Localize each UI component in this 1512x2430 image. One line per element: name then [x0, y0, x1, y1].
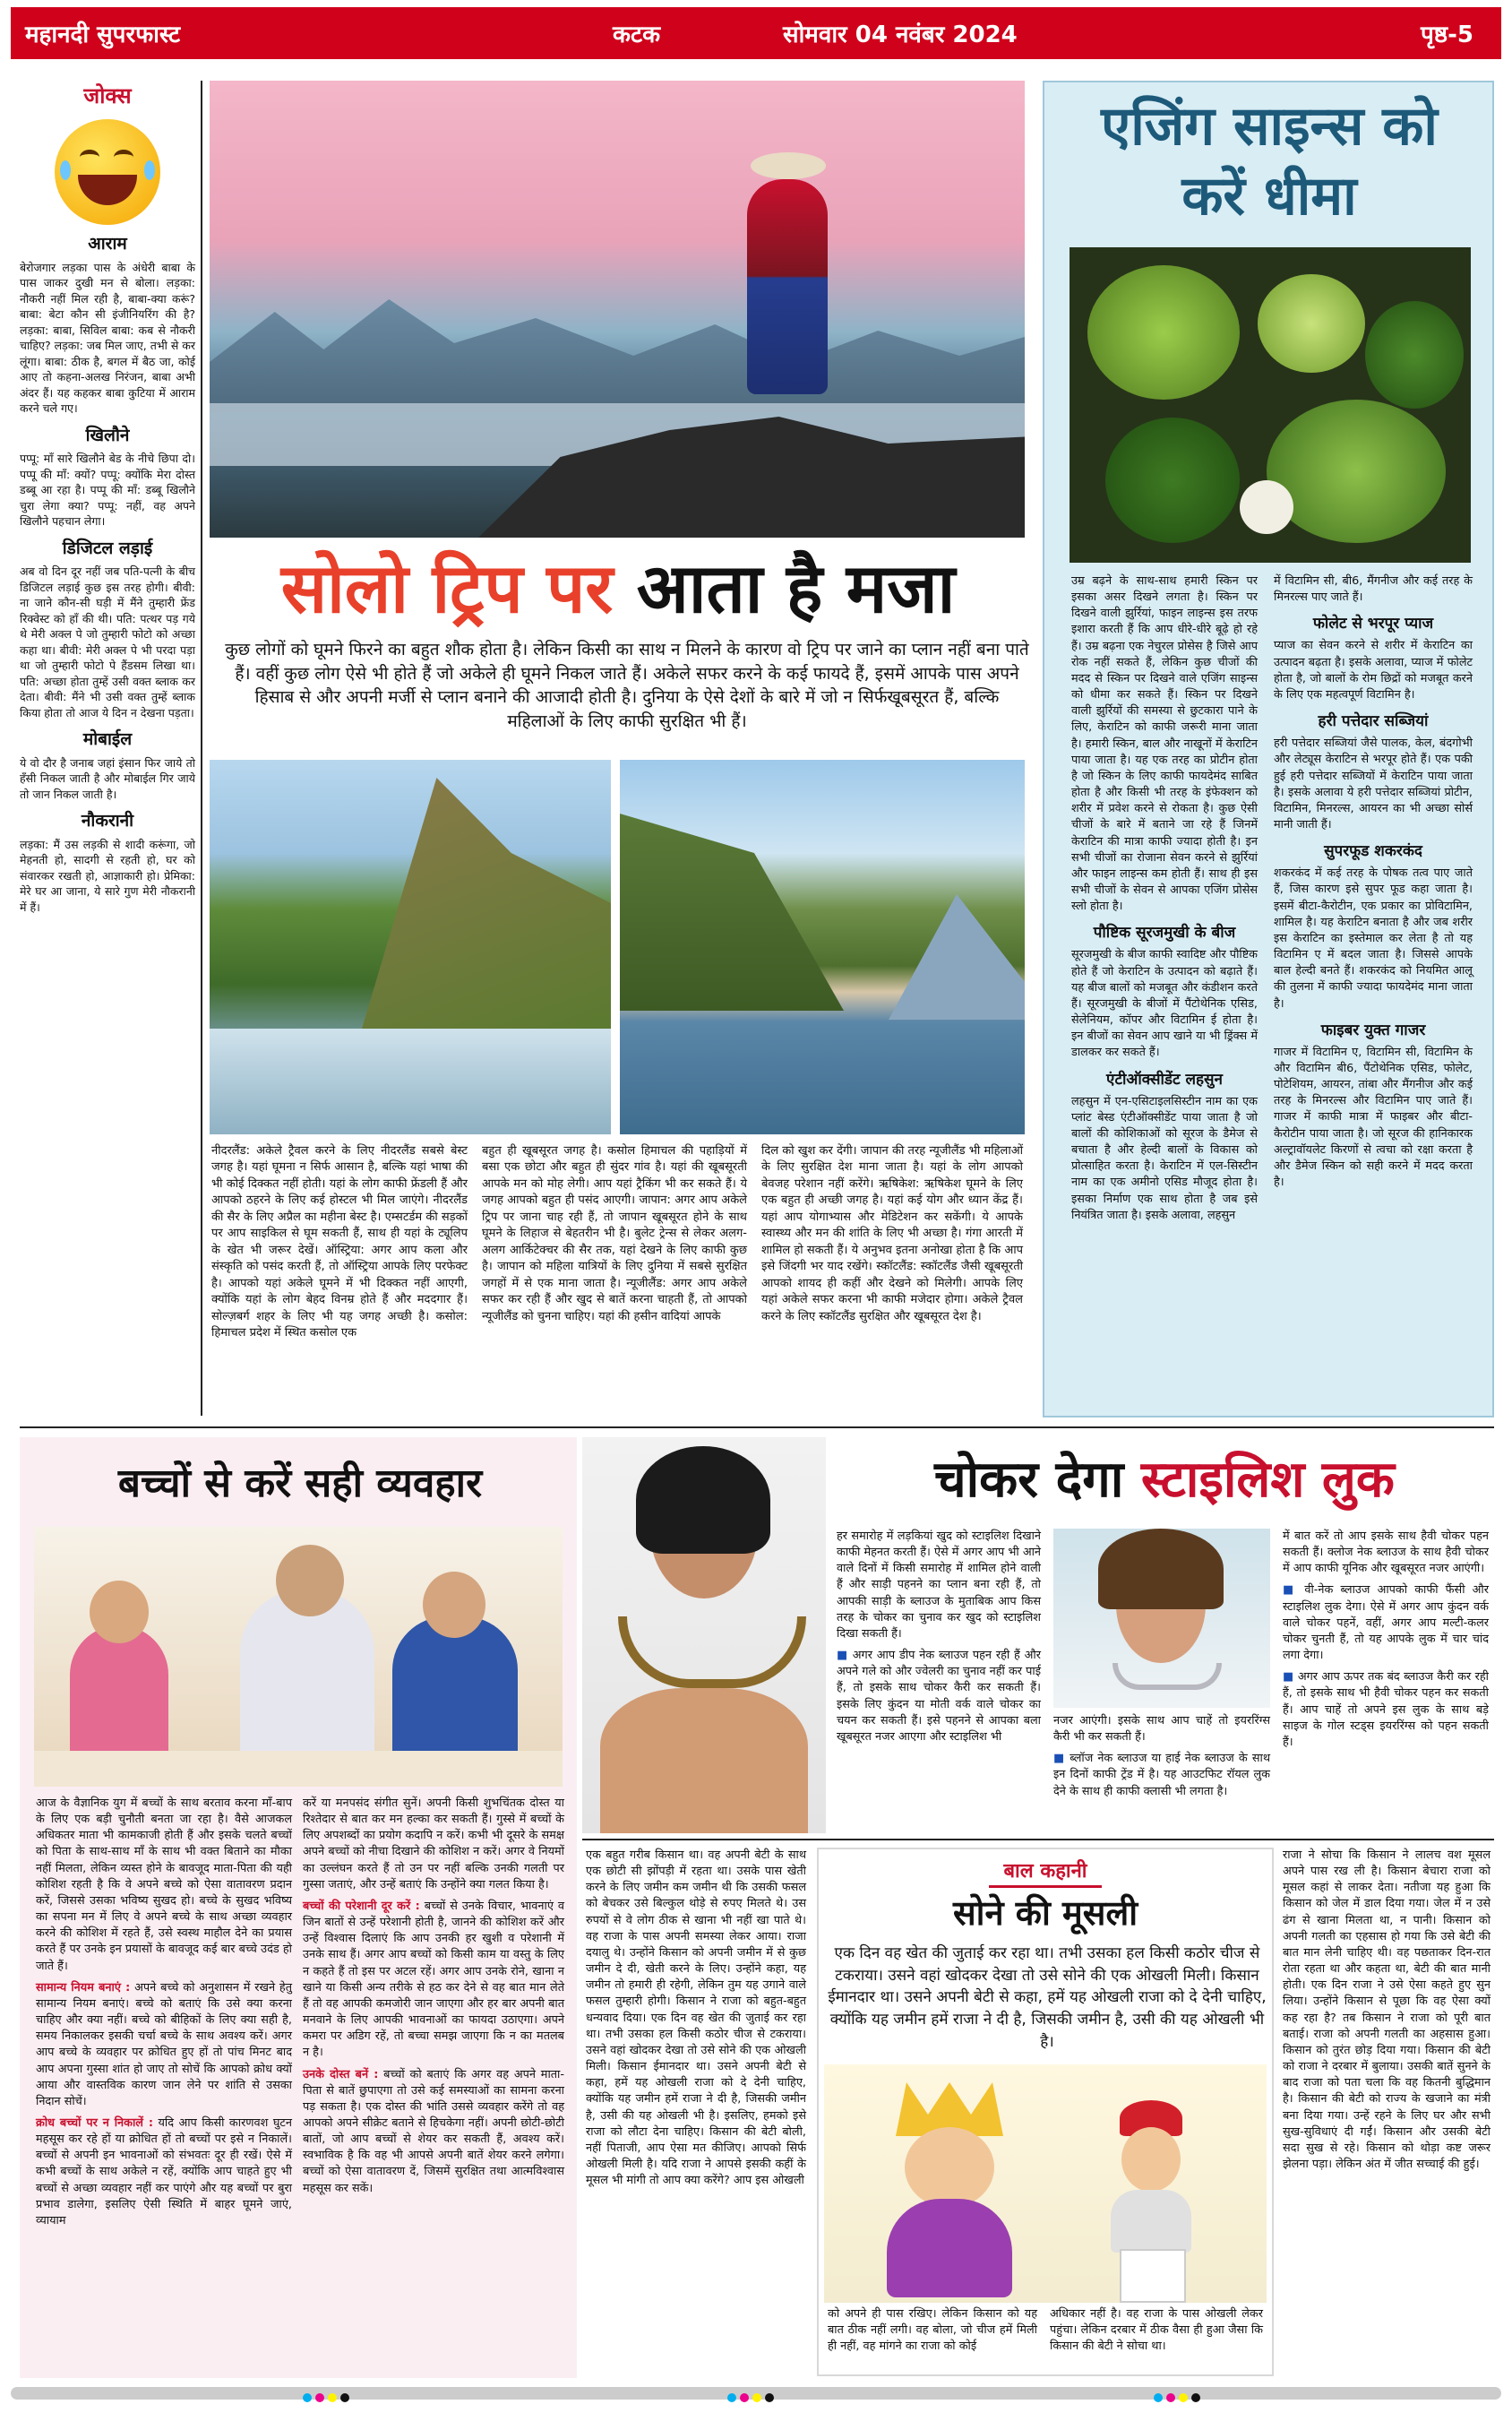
- king-and-farmer-illustration: [824, 2064, 1267, 2303]
- paper-name: महानदी सुपरफास्ट: [25, 22, 181, 48]
- footer-color-dots: [726, 2389, 788, 2398]
- solo-col-1: नीदरलैंड: अकेले ट्रैवल करने के लिए नीदरलैंड सबसे बेस्ट जगह है। यहां घूमना न सिर्फ आसान है, बल्कि यहां भाषा की भी कोई दिक्कत नहीं होती। यहां के लोग काफी फ्रेंडली हैं और आपको ठहरने के लिए कई होस्टल भी मिल जाएंगे। नीदरलैंड की सैर के लिए अप्रैल का महीना बेस्ट है। एम्सटर्डम की सड़कों पर आप साइकिल से घूम सकती हैं, साथ ही यहां के ट्यूलिप के खेत भी जरूर देखें। ऑस्ट्रिया: अगर आप कला और संस्कृति को पसंद करती हैं, तो ऑस्ट्रिया आपके लिए परफेक्ट है। आपको यहां अकेले घूमने में भी दिक्कत नहीं आएगी, क्योंकि यहां के लोग बेहद विनम्र होते हैं और मददगार हैं। सोल्ज़बर्ग शहर के लिए भी यह जगह अच्छी है। कसोल: हिमाचल प्रदेश में स्थित कसोल एक: [211, 1144, 468, 1340]
- story-right-col: राजा ने सोचा कि किसान ने लालच वश मूसल अपने पास रख ली है। किसान बेचारा राजा को मूसल कहां से लाकर देता। नतीजा यह हुआ कि किसान को जेल में डाल दिया गया। जेल में न उसे ढंग से खाना मिलता था, न पानी। किसान को अपनी गलती का एहसास हो गया कि उसे बेटी की बात मान लेनी चाहिए थी। वह पछताकर दिन-रात रोता रहता था और कहता था, बेटी की बात मानी होती। एक दिन राजा ने उसे ऐसा कहते हुए सुन लिया। उन्होंने किसान से पूछा कि वह ऐसा क्यों कह रहा है? तब किसान ने राजा को पूरी बात बताई। राजा को अपनी गलती का अहसास हुआ। किसान को तुरंत छोड़ दिया गया। किसान की बेटी को राजा ने दरबार में बुलाया। उसकी बातें सुनने के बाद राजा को पता चला कि वह कितनी बुद्धिमान है। किसान की बेटी को राज्य के खजाने का मंत्री बना दिया गया। उन्हें रहने के लिए घर और सभी सुख-सुविधाएं दी गईं। किसान और उसकी बेटी सदा सुख से रहे। किसान को थोड़ा कष्ट जरूर झेलना पड़ा। लेकिन अंत में जीत सच्चाई की हुई।: [1283, 1848, 1491, 2171]
- solo-traveller-photo: [210, 81, 1025, 538]
- aging-intro: उम्र बढ़ने के साथ-साथ हमारी स्किन पर इसका असर दिखने लगता है। स्किन पर दिखने वाली झुर्रियां, फाइन लाइन्स इस तरफ इशारा करती हैं कि आप धीरे-धीरे बूढ़े हो रहे हैं। उम्र बढ़ना एक नेचुरल प्रोसेस है जिसे आप रोक नहीं सकते हैं, लेकिन कुछ चीजों की मदद से स्किन पर दिखने वाले एजिंग साइन्स को धीमा कर सकते हैं। स्किन पर दिखने वाली झुर्रियों की समस्या से छुटकारा पाने के लिए, केराटिन को काफी जरूरी माना जाता है। हमारी स्किन, बाल और नाखूनों में केराटिन पाया जाता है। यह एक तरह का प्रोटीन होता है जो स्किन के लिए काफी फायदेमंद साबित होता है और किसी भी तरह के इंफेक्शन को शरीर में प्रवेश करने से रोकता है। कुछ ऐसी चीजों के बारे में बताने जा रहे हैं जिनमें केराटिन की मात्रा काफी ज्यादा होती है। इन सभी चीजों का रोजाना सेवन करने से झुर्रियां और फाइन लाइन्स कम होती हैं। साथ ही इस सभी चीजों के सेवन से आपका एजिंग प्रोसेस स्लो होता है।: [1071, 574, 1258, 914]
- story-left-col: एक बहुत गरीब किसान था। वह अपनी बेटी के साथ एक छोटी सी झोंपड़ी में रहता था। उसके पास खेती करने के लिए जमीन कम जमीन थी कि उसकी फसल को बेचकर उसे बिल्कुल थोड़े से रुपए मिलते थे। उस रुपयों से वे लोग ठीक से खाना भी नहीं खा पाते थे। वह राजा के पास अपनी समस्या लेकर आया। राजा दयालु थे। उन्होंने किसान को अपनी जमीन में से कुछ जमीन दे दी, खेती करने के लिए। उन्होंने कहा, यह जमीन तो हमारी ही रहेगी, लेकिन तुम यह उगाने वाले फसल तुम्हारी होगी। किसान ने राजा को बहुत-बहुत धन्यवाद दिया। एक दिन वह खेत की जुताई कर रहा था। तभी उसका हल किसी कठोर चीज से टकराया। उसने वहां खोदकर देखा तो उसे सोने की एक ओखली मिली। किसान ईमानदार था। उसने अपनी बेटी से कहा, हमें यह ओखली राजा को दे देनी चाहिए, क्योंकि यह जमीन हमें राजा ने दी है, जिसकी जमीन है, उसी की यह ओखली भी है। इसलिए, हमको इसे राजा को लौटा देना चाहिए। किसान की बेटी बोली, नहीं पिताजी, आप ऐसा मत कीजिए। आपको सिर्फ ओखली मिली है। यदि राजा ने आपसे इसकी कहीं के मूसल भी मांगी तो आप क्या करेंगे? आप इस ओखली: [586, 1848, 806, 2188]
- kids-subheading: बच्चों की परेशानी दूर करें :: [303, 1899, 420, 1913]
- story-title: सोने की मूसली: [952, 1893, 1138, 1933]
- footer-color-dots: [301, 2389, 364, 2398]
- footer-color-dots: [1152, 2389, 1215, 2398]
- choker-headline-red: स्टाइलिश लुक: [1140, 1451, 1395, 1509]
- joke-heading: डिजिटल लड़ाई: [62, 538, 153, 558]
- choker-model-photo: [582, 1437, 826, 1833]
- garlic-text-cont: में विटामिन सी, बी6, मैंगनीज और कई तरह के मिनरल्स पाए जाते हैं।: [1274, 574, 1473, 605]
- page-number: पृष्ठ-5: [1421, 22, 1473, 48]
- kids-headline: बच्चों से करें सही व्यवहार: [117, 1461, 483, 1506]
- sweet-potato-text: शकरकंद में कई तरह के पोषक तत्व पाए जाते हैं, जिस कारण इसे सुपर फूड कहा जाता है। इसमें बीटा-कैरोटीन, एक प्रकार का प्रोविटामिन, शामिल है। यह केराटिन बनाता है और जब शरीर इस केराटिन का इस्तेमाल कर लेता है तो यह विटामिन ए में बदल जाता है। जिससे आपके बाल हेल्दी बनते हैं। शकरकंद को नियमित आलू की तुलना में काफी ज्यादा फायदेमंद माना जाता है।: [1274, 866, 1473, 1011]
- choker-col-2: नजर आएंगी। इसके साथ आप चाहें तो इयररिंग्स कैरी भी कर सकती हैं। ■ ब्लॉज नेक ब्लाउज या हाई नेक ब्लाउज के साथ इन दिनों काफी ट्रेंड में है। यह आउटफिट रॉयल लुक देने के साथ ही काफी क्लासी भी लगता है।: [1053, 1714, 1271, 1798]
- sunflower-text: सूरजमुखी के बीज काफी स्वादिष्ट और पौष्टिक होते हैं जो केराटिन के उत्पादन को बढ़ाते हैं। यह बीज बालों को मजबूत और कंडीशन करते हैं। सूरजमुखी के बीजों में पैंटोथेनिक एसिड, सेलेनियम, कॉपर और विटामिन ई होता है। इन बीजों का सेवन आप खाने या भी ड्रिंक्स में डालकर कर सकते हैं।: [1071, 948, 1259, 1060]
- solo-col-2: बहुत ही खूबसूरत जगह है। कसोल हिमाचल की पहाड़ियों में बसा एक छोटा और बहुत ही सुंदर गांव है। यहां की खूबसूरती आपके मन को मोह लेगी। आप यहां ट्रैकिंग भी कर सकते हैं। ये जगह आपको बहुत ही पसंद आएगी। जापान: अगर आप अकेले ट्रिप पर जाना चाह रही हैं, तो जापान खूबसूरत होने के साथ घूमने के लिहाज से बेहतरीन भी है। बुलेट ट्रेन्स से लेकर अलग-अलग आर्किटेक्चर की सैर तक, यहां देखने के लिए काफी कुछ है। जापान को महिला यात्रियों के लिए दुनिया में सबसे सुरक्षित जगहों में से एक माना जाता है। न्यूजीलैंड: अगर आप अकेले सफर कर रही हैं और खुद से बातें करना चाहती हैं, तो आपको न्यूजीलैंड को चुनना चाहिए। यहां की हसीन वादियां आपके: [482, 1144, 747, 1323]
- kids-subheading: क्रोध बच्चों पर न निकालें :: [36, 2115, 153, 2130]
- sweet-potato-heading: सुपरफूड शकरकंद: [1324, 842, 1422, 861]
- joke-text: ये वो दौर है जनाब जहां इंसान फिर जाये तो हँसी निकल जाती है और मोबाईल गिर जाये तो जान निकल जाती है।: [20, 755, 195, 801]
- aging-headline-line2: करें धीमा: [1181, 165, 1357, 228]
- garlic-heading: एंटीऑक्सीडेंट लहसुन: [1106, 1070, 1223, 1089]
- kids-col-2: करें या मनपसंद संगीत सुनें। अपनी किसी शुभचिंतक दोस्त या रिश्तेदार से बात कर मन हल्का कर सकती हैं। गुस्से में बच्चों के लिए अपशब्दों का प्रयोग कदापि न करें। कभी भी दूसरे के समक्ष अपने बच्चों को नीचा दिखाने की कोशिश न करें। अगर वे नियमों का उल्लंघन करते हैं तो उन पर नहीं बल्कि उनकी गलती पर गुस्सा जताएं, और उन्हें बताएं कि उन्होंने क्या गलत किया है। बच्चों की परेशानी दूर करें : बच्चों से उनके विचार, भावनाएं व जिन बातों से उन्हें परेशानी होती है, जानने की कोशिश करें और उन्हें विश्वास दिलाएं कि आप उनकी हर खुशी व परेशानी में उनके साथ हैं। अगर आप बच्चों को किसी काम या वस्तु के लिए न कहते हैं तो इस पर अटल रहें। अगर आप उनके रोने, खाना न खाने या किसी अन्य तरीके से हठ कर देने से वह बात मान लेते हैं तो वह आपकी कमजोरी जान जाएगा और हर बार अपनी बात मनवाने के लिए आपकी भावनाओं का फायदा उठाएगा। अपने कमरा पर अडिग रहें, तो बच्चा समझ जाएगा कि न का मतलब न है। उनके दोस्त बनें : बच्चों को बताएं कि अगर वह अपने माता-पिता से बातें छुपाएगा तो उसे कई समस्याओं का सामना करना पड़ सकता है। एक दोस्त की भांति उससे व्यवहार करेंगे तो वह आपको अपने सीक्रेट बताने से हिचकेगा नहीं। अपनी छोटी-छोटी बातों, जो आप बच्चों से शेयर कर सकती हैं, अवश्य करें। स्वभाविक है कि वह भी आपसे अपनी बातें शेयर करने लगेगा। बच्चों को ऐसा वातावरण दें, जिसमें सुरक्षित तथा आत्मविश्वास महसूस कर सकें।: [303, 1797, 564, 2195]
- city: कटक: [613, 22, 661, 48]
- kids-subheading: सामान्य नियम बनाएं :: [36, 1980, 131, 1995]
- section-divider: [582, 1839, 1494, 1840]
- solo-headline-black: आता है मजा: [636, 548, 956, 628]
- greens-text: हरी पत्तेदार सब्जियां जैसे पालक, केल, बंदगोभी और लेट्यूस केराटिन से भरपूर होते हैं। एक पकी हुई हरी पत्तेदार सब्जियों में केराटिन पाया जाता है। इसके अलावा ये हरी पत्तेदार सब्जियां प्रोटीन, विटामिन, मिनरल्स, आयरन का भी अच्छा सोर्स मानी जाती हैं।: [1274, 737, 1473, 832]
- carrot-text: गाजर में विटामिन ए, विटामिन सी, विटामिन के और विटामिन बी6, पैंटोथेनिक एसिड, फोलेट, पोटेशियम, आयरन, तांबा और मैंगनीज और कई तरह के मिनरल्स और विटामिन पाए जाते हैं। गाजर में काफी मात्रा में फाइबर और बीटा-कैरोटीन पाया जाता है। जो सूरज की हानिकारक अल्ट्रावॉयलेट किरणों से त्वचा को रक्षा करता है और डैमेज स्किन को सही करने में मदद करता है।: [1274, 1045, 1473, 1190]
- section-divider: [20, 1426, 1494, 1428]
- joke-text: बेरोजगार लड़का पास के अंधेरी बाबा के पास जाकर दुखी मन से बोला। लड़का: नौकरी नहीं मिल रही है, बाबा-क्या करूं? बाबा: बेटा कौन सी इंजीनियरिंग की है? लड़का: बाबा, सिविल बाबा: कब से नौकरी चाहिए? लड़का: जब मिल जाए, तभी से कर लूंगा। बाबा: ठीक है, बगल में बैठ जा, कोई आए तो कहना-अलख निरंजन, बाबा अभी अंदर हैं। यह कहकर बाबा कुटिया में आराम करने चले गए।: [20, 260, 195, 416]
- story-label: बाल कहानी: [989, 1857, 1102, 1888]
- joke-heading: नौकरानी: [81, 811, 134, 832]
- story-mid-right: अधिकार नहीं है। वह राजा के पास ओखली लेकर पहुंचा। लेकिन दरबार में ठीक वैसा ही हुआ जैसा कि किसान की बेटी ने सोचा था।: [1050, 2307, 1263, 2354]
- joke-text: लड़का: मैं उस लड़की से शादी करूंगा, जो मेहनती हो, सादगी से रहती हो, घर को संवारकर रखती हो, आज्ञाकारी हो। प्रेमिका: मेरे घर आ जाना, ये सारे गुण मेरी नौकरानी में हैं।: [20, 837, 195, 914]
- laughing-emoji-icon: [55, 119, 160, 225]
- joke-text: पप्पू: माँ सारे खिलौने बेड के नीचे छिपा दो। पप्पू की माँ: क्यों? पप्पू: क्योंकि मेरा दोस्त डब्बू आ रहा है। पप्पू की माँ: डब्बू खिलौने चुरा लेगा क्या? पप्पू: नहीं, वह अपने खिलौने पहचान लेगा।: [20, 452, 195, 529]
- kids-subheading: उनके दोस्त बनें :: [303, 2067, 379, 2081]
- choker-col-1: हर समारोह में लड़कियां खुद को स्टाइलिश दिखाने काफी मेहनत करती हैं। ऐसे में अगर आप भी आने वाले दिनों में किसी समारोह में शामिल होने वाली हैं और साड़ी पहनने का प्लान बना रही हैं, तो आपकी साड़ी के ब्लाउज के मुताबिक आप किस तरह के चोकर का चुनाव कर खुद को स्टाइलिश दिखा सकती हैं। ■ अगर आप डीप नेक ब्लाउज पहन रही हैं और अपने गले को और ज्वेलरी का चुनाव नहीं कर पाई हैं, तो इसके साथ चोकर कैरी कर सकती हैं। इसके लिए कुंदन या मोती वर्क वाले चोकर का चयन कर सकती हैं। इसे पहनने से आपका बला खूबसूरत नजर आएगा और स्टाइलिश भी: [837, 1530, 1041, 1744]
- masthead: [11, 7, 1501, 59]
- joke-text: अब वो दिन दूर नहीं जब पति-पत्नी के बीच डिजिटल लड़ाई कुछ इस तरह होगी। बीवी: ना जाने कौन-सी घड़ी में मैंने तुम्हारी फ्रेंड रिक्वेस्ट को हाँ की थी। पति: पत्थर पड़ गये थे मेरी अक्ल पे जो तुम्हारी फोटो को अच्छा कहा था। बीवी: मेरी अक्ल पे भी परदा पड़ा था जो तुम्हारी फोटो पे हैंडसम लिखा था। पति: अच्छा होता तुम्हें उसी वक्त ब्लाक कर देता। बीवी: मैंने भी उसी वक्त तुम्हें ब्लाक किया होता तो आज ये दिन न देखना पड़ता।: [20, 564, 195, 720]
- story-intro: एक दिन वह खेत की जुताई कर रहा था। तभी उसका हल किसी कठोर चीज से टकराया। उसने वहां खोदकर देखा तो उसे सोने की एक ओखली मिली। किसान ईमानदार था। उसने अपनी बेटी से कहा, हमें यह ओखली राजा को दे देनी चाहिए, क्योंकि यह जमीन हमें राजा ने दी है, जिसकी जमीन है, उसी की यह ओखली भी है।: [828, 1944, 1267, 2051]
- greens-heading: हरी पत्तेदार सब्जियां: [1318, 712, 1429, 731]
- onion-heading: फोलेट से भरपूर प्याज: [1312, 615, 1434, 633]
- joke-heading: आराम: [88, 234, 127, 254]
- solo-headline: [224, 548, 1012, 629]
- lakeside-village-photo: [620, 760, 1025, 1134]
- jokes-column: [20, 81, 195, 1416]
- garlic-text: लहसुन में एन-एसिटाइलसिस्टीन नाम का एक प्लांट बेस्ड एंटीऑक्सीडेंट पाया जाता है जो बालों की कोशिकाओं को सूरज के डैमेज से बचाता है और हेल्दी बालों के विकास को प्रोत्साहित करता है। केराटिन में एल-सिस्टीन नाम का एक अमीनो एसिड मौजूद होता है। इसका निर्माण एक साथ होता है जब इसे नियंत्रित जाता है। इसके अलावा, लहसुन: [1071, 1094, 1258, 1222]
- carrot-heading: फाइबर युक्त गाजर: [1320, 1021, 1426, 1039]
- kids-intro: आज के वैज्ञानिक युग में बच्चों के साथ बरताव करना माँ-बाप के लिए एक बड़ी चुनौती बनता जा रहा है। वैसे आजकल अधिकतर माता भी कामकाजी होती हैं और इसके चलते बच्चों को पिता के साथ-साथ माँ के साथ भी वक्त बिताने का मौका नहीं मिलता, लेकिन व्यस्त होने के बावजूद माता-पिता की यही कोशिश रहती है कि वे अपने बच्चे को ऐसा वातावरण प्रदान करें, जिससे उसका भविष्य सुखद हो। बच्चे के सुखद भविष्य का सपना मन में लिए वे अपने बच्चे के साथ अच्छा व्यवहार करने की कोशिश में रहते हैं, उसे स्वस्थ माहौल देने का प्रयास करते हैं पर उनके इन प्रयासों के बावजूद कई बार बच्चे उदंड हो जाते हैं।: [36, 1797, 292, 1973]
- solo-intro: कुछ लोगों को घूमने फिरने का बहुत शौक होता है। लेकिन किसी का साथ न मिलने के कारण वो ट्रिप पर जाने का प्लान नहीं बना पाते हैं। वहीं कुछ लोग ऐसे भी होते हैं जो अकेले ही घूमने निकल जाते हैं। अकेले सफर करने के कई फायदे हैं, इसमें आपके पास अपने हिसाब से और अपनी मर्जी से प्लान बनाने की आजादी होती है। दुनिया के ऐसे देशों के बारे में जो न सिर्फखूबसूरत हैं, बल्कि महिलाओं के लिए काफी सुरक्षित भी हैं।: [225, 640, 1029, 731]
- joke-heading: खिलौने: [85, 425, 130, 445]
- column-divider: [201, 81, 202, 1416]
- aging-headline-line1: एजिंग साइन्स को: [1101, 95, 1438, 158]
- kids-text: करें या मनपसंद संगीत सुनें। अपनी किसी शुभचिंतक दोस्त या रिश्तेदार से बात कर मन हल्का कर सकती हैं। गुस्से में बच्चों के लिए अपशब्दों का प्रयोग कदापि न करें। कभी भी दूसरे के समक्ष अपने बच्चों को नीचा दिखाने की कोशिश न करें। अगर वे नियमों का उल्लंघन करते हैं तो उन पर नहीं बल्कि उनकी गलती पर गुस्सा जताएं, और उन्हें बताएं कि उन्होंने क्या गलत किया है।: [303, 1797, 564, 1891]
- solo-headline-red: सोलो ट्रिप पर: [280, 548, 614, 628]
- solo-col-3: दिल को खुश कर देंगी। जापान की तरह न्यूजीलैंड भी महिलाओं के लिए सुरक्षित देश माना जाता है। यहां के लोग आपको बेवजह परेशान नहीं करेंगे। ऋषिकेश: ऋषिकेश घूमने के लिए एक बहुत ही अच्छी जगह है। यहां कई योग और ध्यान केंद्र हैं। यहां आप योगाभ्यास और मेडिटेशन कर सकेंगी। ये आपके स्वास्थ्य और मन की शांति के लिए भी अच्छा है। गंगा आरती में शामिल हो सकती हैं। ये अनुभव इतना अनोखा होता है कि आप इसे जिंदगी भर याद रखेंगे। स्कॉटलैंड: स्कॉटलैंड जैसी खूबसूरती आपको शायद ही कहीं और देखने को मिलेगी। आपके लिए यहां अकेले सफर करना भी काफी मजेदार होगा। अकेले ट्रैवल करने के लिए स्कॉटलैंड सुरक्षित और खूबसूरत देश है।: [761, 1144, 1023, 1323]
- aging-headline: [1048, 91, 1491, 244]
- joke-heading: मोबाईल: [82, 729, 133, 750]
- choker-col-3: में बात करें तो आप इसके साथ हैवी चोकर पहन सकती हैं। क्लोज नेक ब्लाउज के साथ हैवी चोकर में आप काफी यूनिक और खूबसूरत नजर आएंगी। ■ वी-नेक ब्लाउज आपको काफी फैंसी और स्टाइलिश लुक देगा। ऐसे में अगर आप कुंदन वर्क वाले चोकर पहनें, वहीं, अगर आप मल्टी-कलर चोकर चुनती हैं, तो यह आपके लुक में चार चांद लगा देगा। ■ अगर आप ऊपर तक बंद ब्लाउज कैरी कर रही हैं, तो इसके साथ भी हैवी चोकर पहन कर सकती हैं। आप चाहें तो अपने इस लुक के साथ बड़े साइज के गोल स्टड्स इयररिंग्स को पहन सकती हैं।: [1283, 1530, 1489, 1749]
- sunflower-heading: पौष्टिक सूरजमुखी के बीज: [1093, 924, 1236, 943]
- jokes-title: जोक्स: [83, 83, 132, 108]
- family-photo: [34, 1527, 563, 1787]
- story-mid-left: को अपने ही पास रखिए। लेकिन किसान को यह बात ठीक नहीं लगी। वह बोला, जो चीज हमें मिली ही नहीं, वह मांगने का राजा को कोई: [828, 2307, 1037, 2354]
- onion-text: प्याज का सेवन करने से शरीर में केराटिन का उत्पादन बढ़ता है। इसके अलावा, प्याज में फोलेट होता है, जो बालों के रोम छिद्रों को मजबूत करने के लिए एक महत्वपूर्ण विटामिन है।: [1274, 639, 1473, 702]
- vegetables-photo: [1070, 247, 1471, 563]
- mountain-river-photo: [210, 760, 611, 1134]
- aging-col-1: [1071, 573, 1258, 1416]
- aging-col-2: [1274, 573, 1473, 1416]
- date: सोमवार 04 नवंबर 2024: [783, 22, 1018, 48]
- choker-model-photo-2: [1053, 1529, 1270, 1708]
- choker-headline-black: चोकर देगा: [934, 1451, 1124, 1509]
- choker-headline: [833, 1437, 1496, 1523]
- kids-col-1: आज के वैज्ञानिक युग में बच्चों के साथ बरताव करना माँ-बाप के लिए एक बड़ी चुनौती बनता जा रहा है। वैसे आजकल अधिकतर माता भी कामकाजी होती हैं और इसके चलते बच्चों को पिता के साथ-साथ माँ के साथ भी वक्त बिताने का मौका नहीं मिलता, लेकिन व्यस्त होने के बावजूद माता-पिता की यही कोशिश रहती है कि वे अपने बच्चे को ऐसा वातावरण प्रदान करें, जिससे उसका भविष्य सुखद हो। बच्चे के सुखद भविष्य का सपना मन में लिए वे अपने बच्चे के साथ अच्छा व्यवहार करने की कोशिश में रहते हैं, उसे स्वस्थ माहौल देने का प्रयास करते हैं पर उनके इन प्रयासों के बावजूद कई बार बच्चे उदंड हो जाते हैं। सामान्य नियम बनाएं : अपने बच्चे को अनुशासन में रखने हेतु सामान्य नियम बनाएं। बच्चे को बताएं कि उसे क्या करना चाहिए और क्या नहीं। बच्चे को बीहिकों के लिए क्या सही है, समय निकालकर इसकी चर्चा बच्चे के साथ अवश्य करें। अगर आप बच्चे के व्यवहार पर क्रोधित हुए हों तो पांच मिनट बाद आप अपना गुस्सा शांत हो जाए तो सोचें कि आपको क्रोध क्यों आया और वास्तविक कारण जान लेने पर शांति से उसका निदान सोचें। क्रोध बच्चों पर न निकालें : यदि आप किसी कारणवश घुटन महसूस कर रहे हों या क्रोधित हों तो बच्चों पर इसे न निकालें। बच्चों से अपनी इन भावनाओं को संभवतः दूर ही रखें। ऐसे में कभी बच्चों के साथ अकेले न रहें, क्योंकि आप चाहते हुए भी बच्चों से अच्छा व्यवहार नहीं कर पाएंगे और यह बच्चों पर बुरा प्रभाव डालेगा, इसलिए ऐसी स्थिति में बाहर घूमने जाएं, व्यायाम: [36, 1797, 292, 2228]
